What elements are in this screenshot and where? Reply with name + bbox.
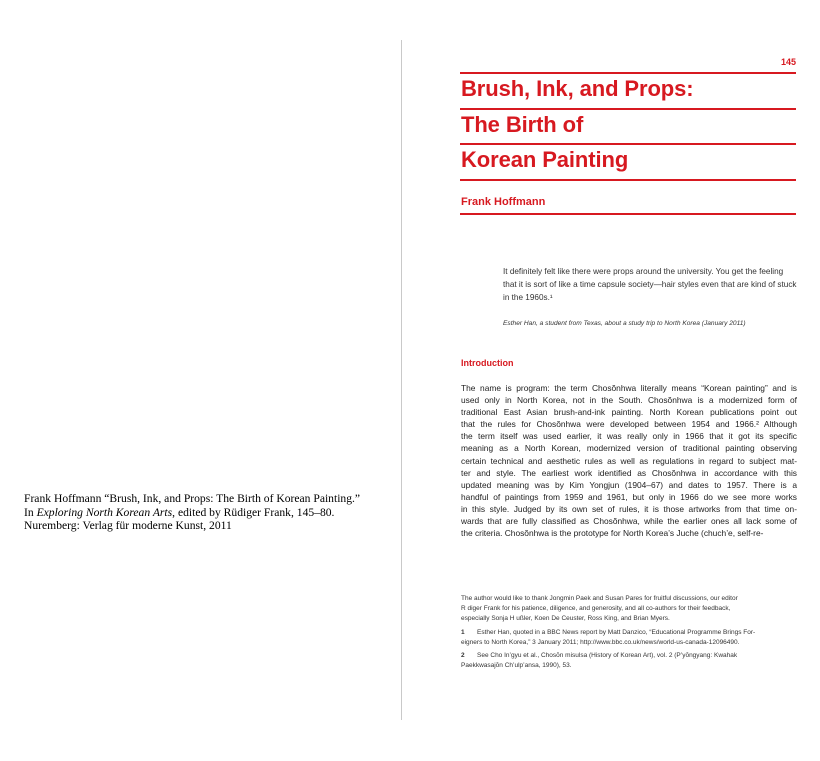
page-divider	[401, 40, 402, 720]
body-line: ter and style. The earliest work identified as Chosŏnhwa in accordance with this	[461, 467, 797, 478]
footnote-1-number: 1	[461, 629, 465, 636]
page-number: 145	[780, 57, 796, 67]
author-name: Frank Hoffmann	[461, 196, 546, 208]
acknowledgement-line: The author would like to thank Jongmin Paek and Susan Pares for fruitful discussions, our editor	[461, 595, 738, 602]
citation-line-2	[24, 506, 384, 520]
footnote-1-text-1: Esther Han, quoted in a BBC News report by Matt Danzico, “Educational Programme Brings For-	[477, 629, 756, 636]
body-line: in this style. Judged by its own set of rules, it is those artworks from that time on-	[461, 503, 797, 514]
citation-line-1: Frank Hoffmann “Brush, Ink, and Props: The Birth of Korean Painting.”	[24, 492, 361, 505]
footnote-2-number: 2	[461, 652, 465, 659]
body-line: meaning as a North Korean, modernized version of traditional painting observing	[461, 443, 797, 454]
body-line: certain technical and aesthetic rules as well as regulations in regard to subject mat-	[461, 455, 797, 466]
body-line: wards that are fully classified as Chosŏnhwa, while the earlier ones all lack some of	[461, 516, 797, 527]
title-rule-3	[460, 179, 796, 181]
footnote-2-line-1	[461, 651, 797, 661]
title-line-3: Korean Painting	[461, 147, 629, 172]
footnote-1-line-1	[461, 628, 797, 638]
title-rule-1	[460, 108, 796, 110]
body-line: used only in North Korea, not in the South. Chosŏnhwa is a modernized form of	[461, 395, 797, 406]
body-line: the term itself was used earlier, it was really only in 1966 that it got its specific	[461, 431, 797, 442]
body-text	[461, 382, 797, 539]
footnote-1-line-2: eigners to North Korea,” 3 January 2011; http://www.bbc.co.uk/news/world-us-canada-12096490.	[461, 638, 740, 646]
citation-line-2-suffix: , edited by Rüdiger Frank, 145–80.	[172, 505, 335, 519]
title-line-1: Brush, Ink, and Props:	[461, 76, 694, 101]
body-line: that the rules for Chosŏnhwa were developed between 1954 and 1966.² Although	[461, 419, 797, 430]
title-rule-2	[460, 143, 796, 145]
citation-block	[24, 492, 384, 533]
acknowledgement-note	[461, 594, 797, 623]
title-rule-top	[460, 72, 796, 74]
acknowledgement-line: R diger Frank for his patience, diligence, and generosity, and all co-authors for their feedback,	[461, 604, 731, 612]
epigraph-quote: It definitely felt like there were props around the university. You get the feeling that it is sort of like a time capsule society—hair styles even that are kind of stuck in the 1960s.¹	[503, 267, 797, 302]
acknowledgement-line: especially Sonja H ußler, Koen De Ceuster, Ross King, and Brian Myers.	[461, 614, 670, 622]
citation-line-2-prefix: In	[24, 505, 37, 519]
title-line-2: The Birth of	[461, 112, 584, 137]
author-rule	[460, 213, 796, 215]
epigraph-attribution: Esther Han, a student from Texas, about a study trip to North Korea (January 2011)	[503, 320, 746, 327]
footnote-1	[461, 628, 797, 648]
citation-line-3: Nuremberg: Verlag für moderne Kunst, 2011	[24, 519, 232, 533]
citation-book-title: Exploring North Korean Arts	[36, 505, 173, 519]
body-line: handful of paintings from 1959 and 1961, but only in 1966 do we see more works	[461, 491, 797, 502]
footnote-2-line-2: Paekkwasajŏn Ch’ulp’ansa, 1990), 53.	[461, 661, 572, 669]
footnote-2	[461, 651, 797, 671]
body-line: The name is program: the term Chosŏnhwa literally means “Korean painting” and is	[461, 383, 797, 393]
section-heading: Introduction	[461, 358, 514, 368]
footnote-2-text-1: See Cho In’gyu et al., Chosŏn misulsa (History of Korean Art), vol. 2 (P’yŏngyang: Kwahak	[477, 652, 738, 659]
body-line: traditional East Asian brush-and-ink painting. North Korean publications point out	[461, 407, 797, 418]
body-line: the criteria. Chosŏnhwa is the prototype for North Korea’s Juche (chuch’e, self-re-	[461, 528, 764, 539]
body-line: updated meaning was by Kim Yongjun (1904–67) and dates to 1957. There is a	[461, 479, 797, 490]
